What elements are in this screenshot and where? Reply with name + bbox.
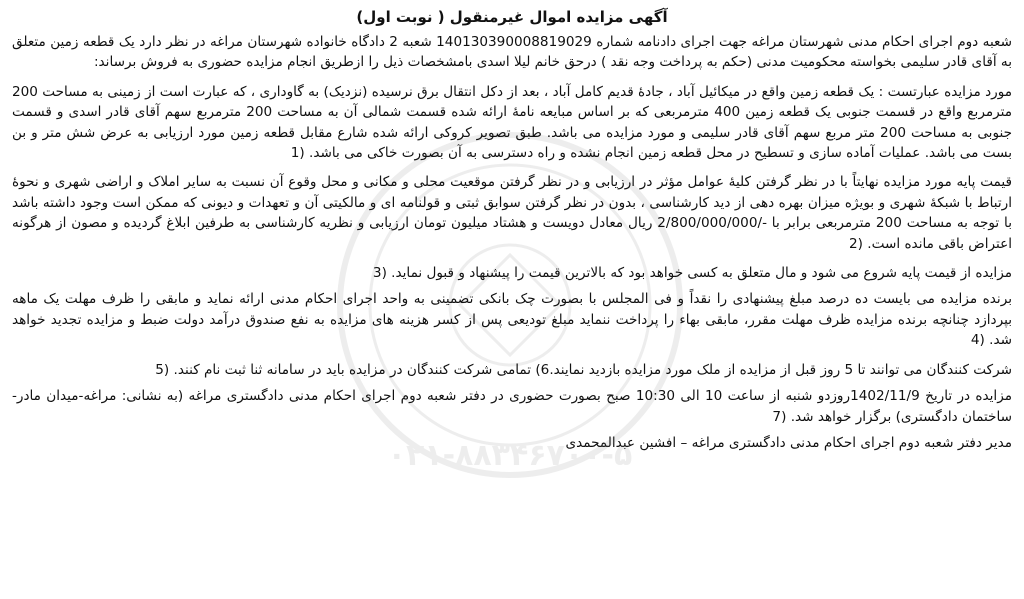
- notice-intro: شعبه دوم اجرای احکام مدنی شهرستان مراغه جهت اجرای دادنامه شماره 140130390008819029 شعبه 2 دادگاه خانواده شهرستان مراغه در نظر دارد یک قطعه زمین متعلق به آقای قادر سلیمی بخواسته محکومیت مدنی (حکم به پرداخت وجه نقد ) درحق خانم لیلا اسدی بامشخصات ذیل را ازطریق انجام مزایده حضوری به فروش برساند:: [12, 34, 1012, 71]
- notice-title: آگهی مزایده اموال غیرمنقول ( نوبت اول): [356, 8, 668, 26]
- watermark-stamp-text: ۰۲۱-۸۸۳۴۶۷۰۰-۵: [387, 438, 633, 473]
- notice-item-5: شرکت کنندگان می توانند تا 5 روز قبل از مزایده از ملک مورد مزایده بازدید نمایند.6) تمامی شرکت کنندگان در مزایده باید در سامانه ثنا ثبت نام کنند. (5: [155, 361, 1012, 378]
- notice-item-2: قیمت پایه مورد مزایده نهایتاً با در نظر گرفتن کلیۀ عوامل مؤثر در ارزیابی و در نظر گرفتن موقعیت محلی و مکانی و محل وقوع آن نسبت به سایر املاک و اراضی شهری و نحوۀ ارتباط با شبکۀ شهری و بویژه میزان بهره دهی از دید کارشناسی ، بدون در نظر گرفتن سوابق ثبتی و قولنامه ای و مالکیتی آن و تعهدات و دیونی که ممکن است وجود داشته باشد با توجه به مساحت 200 مترمربعی برابر با -/2/800/000/000 ریال معادل دویست و هشتاد میلیون تومان ارزیابی و نظریه کارشناسی به طرفین ابلاغ گردیده و مصون از هرگونه اعتراض باقی مانده است. (2: [12, 174, 1012, 252]
- notice-item-7: مزایده در تاریخ 1402/11/9روزدو شنبه از ساعت 10 الی 10:30 صبح بصورت حضوری در دفتر شعبه دوم اجرای احکام مدنی دادگستری مراغه (به نشانی: مراغه-میدان مادر-ساختمان دادگستری) برگزار خواهد شد. (7: [12, 388, 1012, 425]
- notice-item-4: برنده مزایده می بایست ده درصد مبلغ پیشنهادی را نقداً و فی المجلس با بصورت چک بانکی تضمینی به واحد اجرای احکام مدنی ارائه نماید و مابقی را ظرف مهلت یک ماهه بپردازد چنانچه برنده مزایده ظرف مهلت مقرر، مابقی بهاء را پرداخت ننماید مبلغ تودیعی پس از کسر هزینه های مزایده به نفع صندوق درآمد دولت ضبط و مزایده تجدید خواهد شد. (4: [12, 291, 1012, 349]
- notice-item-1: مورد مزایده عبارتست : یک قطعه زمین واقع در میکائیل آباد ، جادۀ قدیم کامل آباد ، بعد از دکل انتقال برق نرسیده (نزدیک) به گاوداری ، که عبارت است از زمینی به مساحت 200 مترمربع واقع در قسمت جنوبی یک قطعه زمین 400 مترمربعی که بر اساس مبایعه نامۀ ارائه شده قسمت شمالی آن به مساحت 200 مترمربع سهم آقای قادر اسدی و قسمت جنوبی به مساحت 200 متر مربع سهم آقای قادر سلیمی و مورد مزایده می باشد. طبق تصویر کروکی ارائه شده شارع مقابل قطعه زمین مورد ارزیابی به عرض شش متر و بن بست می باشد. عملیات آماده سازی و تسطیح در محل قطعه زمین انجام نشده و راه دسترسی به آن بصورت خاکی می باشد. (1: [12, 83, 1012, 162]
- notice-item-3: مزایده از قیمت پایه شروع می شود و مال متعلق به کسی خواهد بود که بالاترین قیمت را پیشنهاد و قبول نماید. (3: [372, 265, 1012, 282]
- notice-signature: مدیر دفتر شعبه دوم اجرای احکام مدنی دادگستری مراغه – افشین عبدالمحمدی: [565, 434, 1012, 451]
